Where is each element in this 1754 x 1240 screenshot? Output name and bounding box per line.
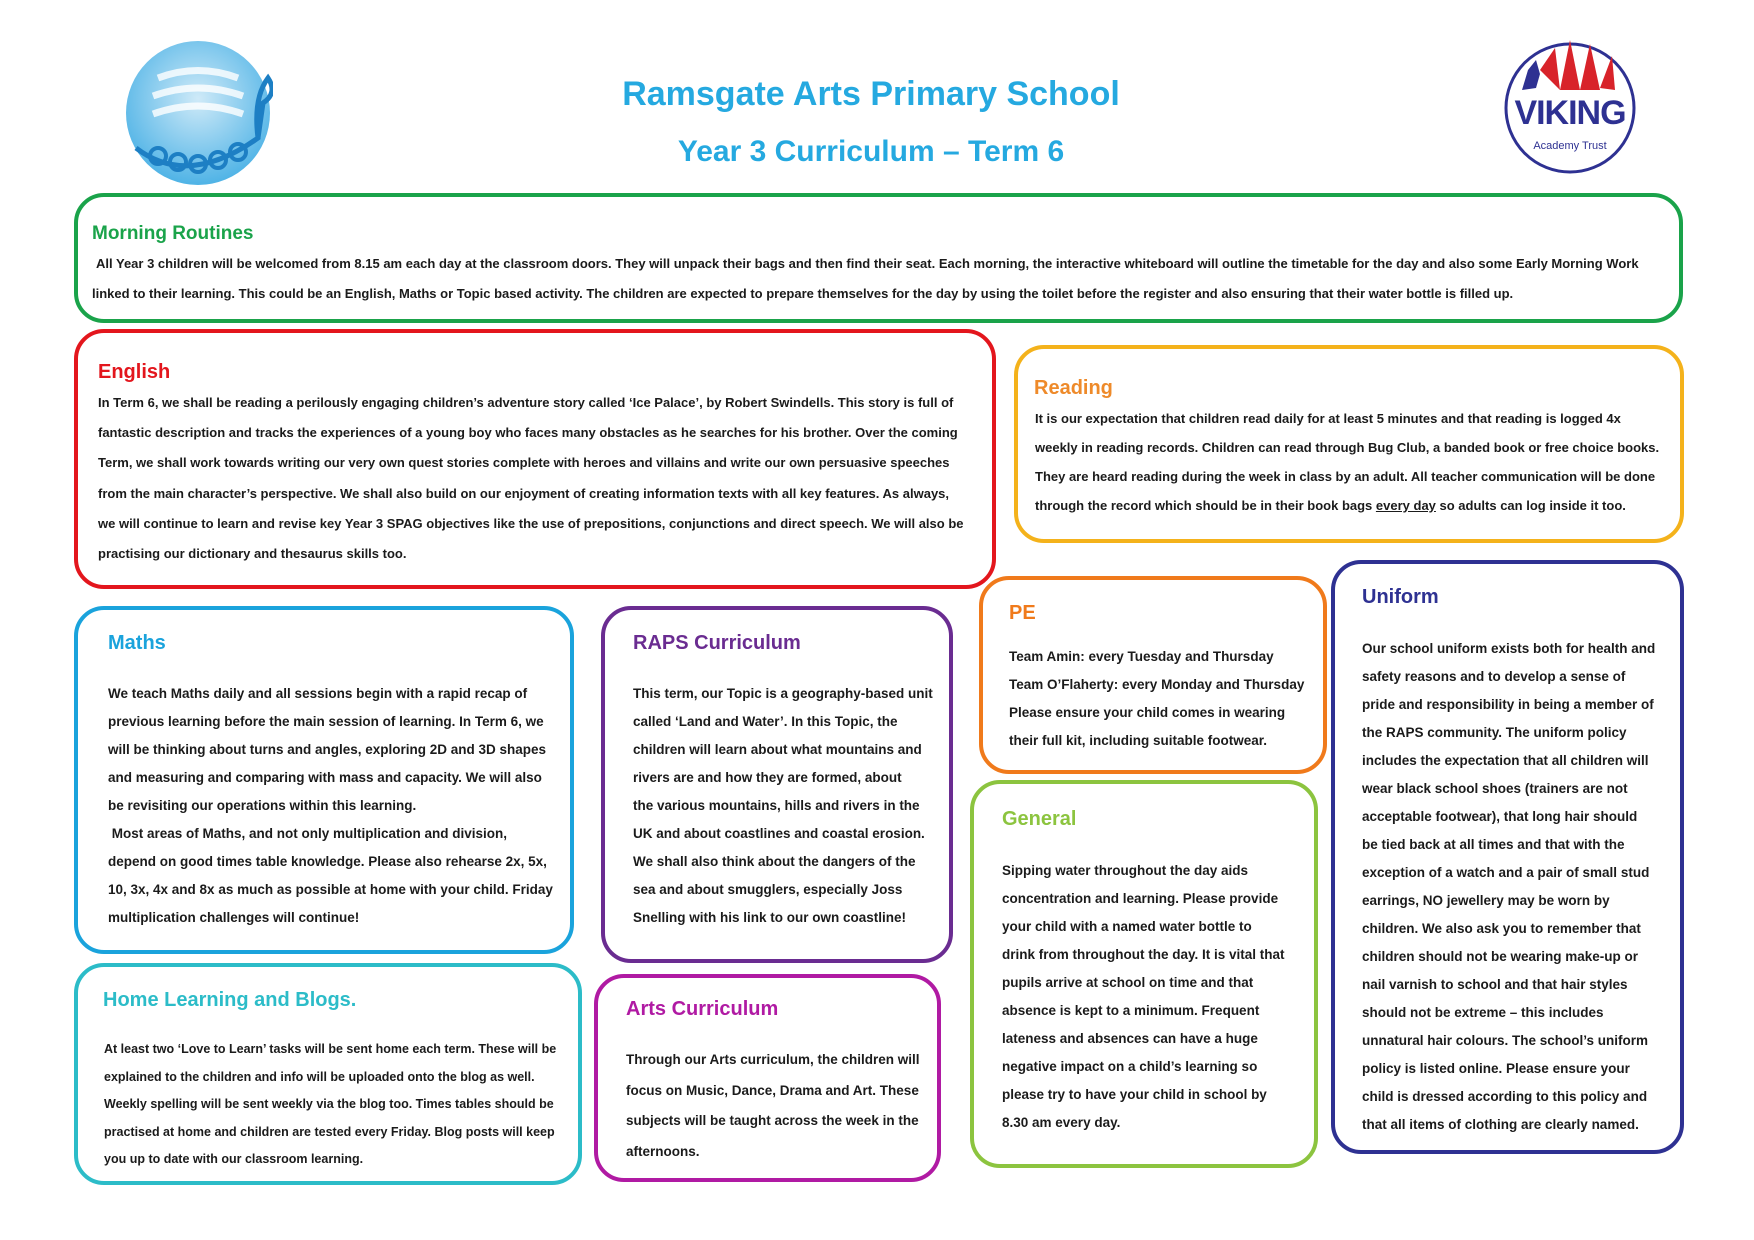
morning-line: linked to their learning. This could be an English, Maths or Topic based activity. The children are expected to prepare themselves for the day by using the toilet before the register and also ensuring that their water bottle is filled up. [92,286,1514,301]
uniform-line: the RAPS community. The uniform policy [1362,725,1627,740]
home-learning-title: Home Learning and Blogs. [103,989,357,1011]
raps-line: children will learn about what mountains and [633,742,922,757]
general-line: concentration and learning. Please provide [1002,891,1279,906]
uniform-line: acceptable footwear), that long hair should [1362,809,1638,824]
pe-box [979,576,1327,774]
uniform-line: Our school uniform exists both for health and [1362,641,1656,656]
uniform-line: pride and responsibility in being a member of [1362,697,1654,712]
arts-line: afternoons. [626,1144,700,1159]
english-line: practising our dictionary and thesaurus skills too. [98,546,407,561]
general-line: please try to have your child in school by [1002,1087,1267,1102]
raps-line: This term, our Topic is a geography-based unit [633,686,933,701]
general-line: pupils arrive at school on time and that [1002,975,1254,990]
uniform-line: child is dressed according to this policy and [1362,1089,1648,1104]
general-line: absence is kept to a minimum. Frequent [1002,1003,1260,1018]
arts-line: subjects will be taught across the week in the [626,1113,919,1128]
arts-line: focus on Music, Dance, Drama and Art. These [626,1083,919,1098]
maths-line: previous learning before the main session of learning. In Term 6, we [108,714,544,729]
raps-line: rivers are and how they are formed, about [633,770,902,785]
uniform-line: includes the expectation that all children will [1362,753,1649,768]
maths-line: Most areas of Maths, and not only multiplication and division, [108,826,508,841]
english-box [74,329,996,589]
english-line: In Term 6, we shall be reading a perilously engaging children’s adventure story called ‘Ice Palace’, by Robert Swindells. This story is full of [98,395,954,410]
raps-line: sea and about smugglers, especially Joss [633,882,903,897]
arts-curriculum-box [594,974,941,1182]
home-learning-box [74,963,582,1185]
reading-emphasis: every day [1375,498,1436,513]
maths-line: depend on good times table knowledge. Please also rehearse 2x, 5x, [108,854,547,869]
pe-line: their full kit, including suitable footwear. [1009,733,1268,748]
morning-routines-box [74,193,1683,323]
reading-title: Reading [1034,377,1113,399]
raps-line: UK and about coastlines and coastal erosion. [633,826,925,841]
morning-line: All Year 3 children will be welcomed from 8.15 am each day at the classroom doors. They will unpack their bags and then find their seat. Each morning, the interactive whiteboard will outline the timetable for the day and also some Early Morning Work [96,256,1639,271]
home-line: practised at home and children are tested every Friday. Blog posts will keep [104,1125,555,1139]
maths-line: 10, 3x, 4x and 8x as much as possible at home with your child. Friday [108,882,553,897]
uniform-line: be tied back at all times and that with the [1362,837,1625,852]
reading-text: so adults can log inside it too. [1435,498,1626,513]
raps-line: Snelling with his link to our own coastline! [633,910,907,925]
general-line: negative impact on a child’s learning so [1002,1059,1258,1074]
logo-subtext: Academy Trust [1533,140,1607,152]
raps-line: the various mountains, hills and rivers in the [633,798,920,813]
uniform-line: nail varnish to school and that hair styles [1362,977,1628,992]
home-line: At least two ‘Love to Learn’ tasks will be sent home each term. These will be [104,1042,557,1056]
reading-line-last [1035,498,1626,513]
viking-academy-trust-logo [1500,30,1640,178]
home-line: you up to date with our classroom learning. [104,1152,364,1166]
uniform-box [1331,560,1684,1154]
raps-curriculum-box [601,606,953,963]
english-line: Term, we shall work towards writing our very own quest stories complete with heroes and villains and write our own persuasive speeches [98,455,950,470]
maths-line: multiplication challenges will continue! [108,910,360,925]
arts-line: Through our Arts curriculum, the children will [626,1052,920,1067]
raps-title: RAPS Curriculum [633,632,801,654]
home-line: explained to the children and info will be uploaded onto the blog as well. [104,1070,535,1084]
logo-wordmark: VIKING [1514,94,1626,132]
reading-text: through the record which should be in their book bags [1035,498,1376,513]
maths-line: and measuring and comparing with mass and capacity. We will also [108,770,542,785]
general-line: 8.30 am every day. [1002,1115,1121,1130]
general-line: lateness and absences can have a huge [1002,1031,1258,1046]
pe-line: Please ensure your child comes in wearing [1009,705,1286,720]
raps-line: called ‘Land and Water’. In this Topic, the [633,714,898,729]
english-title: English [98,361,171,383]
uniform-line: children should not be wearing make-up or [1362,949,1639,964]
uniform-line: unnatural hair colours. The school’s uniform [1362,1033,1649,1048]
page-subtitle: Year 3 Curriculum – Term 6 [677,135,1065,168]
uniform-line: earrings, NO jewellery may be worn by [1362,893,1610,908]
uniform-line: policy is listed online. Please ensure your [1362,1061,1630,1076]
maths-title: Maths [108,632,166,654]
uniform-line: safety reasons and to develop a sense of [1362,669,1626,684]
arts-title: Arts Curriculum [626,998,779,1020]
maths-line: will be thinking about turns and angles, exploring 2D and 3D shapes [108,742,547,757]
english-line: from the main character’s perspective. We shall also build on our enjoyment of creating information texts with all key features. As always, [98,486,950,501]
uniform-line: that all items of clothing are clearly named. [1362,1117,1639,1132]
general-line: Sipping water throughout the day aids [1002,863,1249,878]
maths-line: be revisiting our operations within this learning. [108,798,417,813]
uniform-line: wear black school shoes (trainers are not [1362,781,1628,796]
uniform-line: exception of a watch and a pair of small stud [1362,865,1650,880]
school-name: Ramsgate Arts Primary School [622,75,1120,113]
morning-routines-title: Morning Routines [92,223,254,244]
pe-line: Team Amin: every Tuesday and Thursday [1009,649,1274,664]
uniform-line: children. We also ask you to remember that [1362,921,1641,936]
pe-title: PE [1009,602,1036,624]
general-title: General [1002,808,1077,830]
reading-line: weekly in reading records. Children can read through Bug Club, a banded book or free choice books. [1035,440,1660,455]
reading-line: They are heard reading during the week in class by an adult. All teacher communication will be done [1035,469,1656,484]
viking-ship-logo [118,38,273,193]
reading-box [1014,345,1684,543]
raps-line: We shall also think about the dangers of the [633,854,916,869]
home-line: Weekly spelling will be sent weekly via the blog too. Times tables should be [104,1097,554,1111]
maths-box [74,606,574,954]
uniform-title: Uniform [1362,586,1439,608]
maths-line: We teach Maths daily and all sessions begin with a rapid recap of [108,686,528,701]
general-line: your child with a named water bottle to [1002,919,1252,934]
english-line: fantastic description and tracks the experiences of a young boy who faces many obstacles as he searches for his brother. Over the coming [98,425,958,440]
english-line: we will continue to learn and revise key Year 3 SPAG objectives like the use of prepositions, conjunctions and direct speech. We will also be [98,516,964,531]
general-box [970,780,1318,1168]
reading-line: It is our expectation that children read daily for at least 5 minutes and that reading is logged 4x [1035,411,1621,426]
pe-line: Team O’Flaherty: every Monday and Thursday [1009,677,1305,692]
general-line: drink from throughout the day. It is vital that [1002,947,1285,962]
uniform-line: should not be extreme – this includes [1362,1005,1604,1020]
